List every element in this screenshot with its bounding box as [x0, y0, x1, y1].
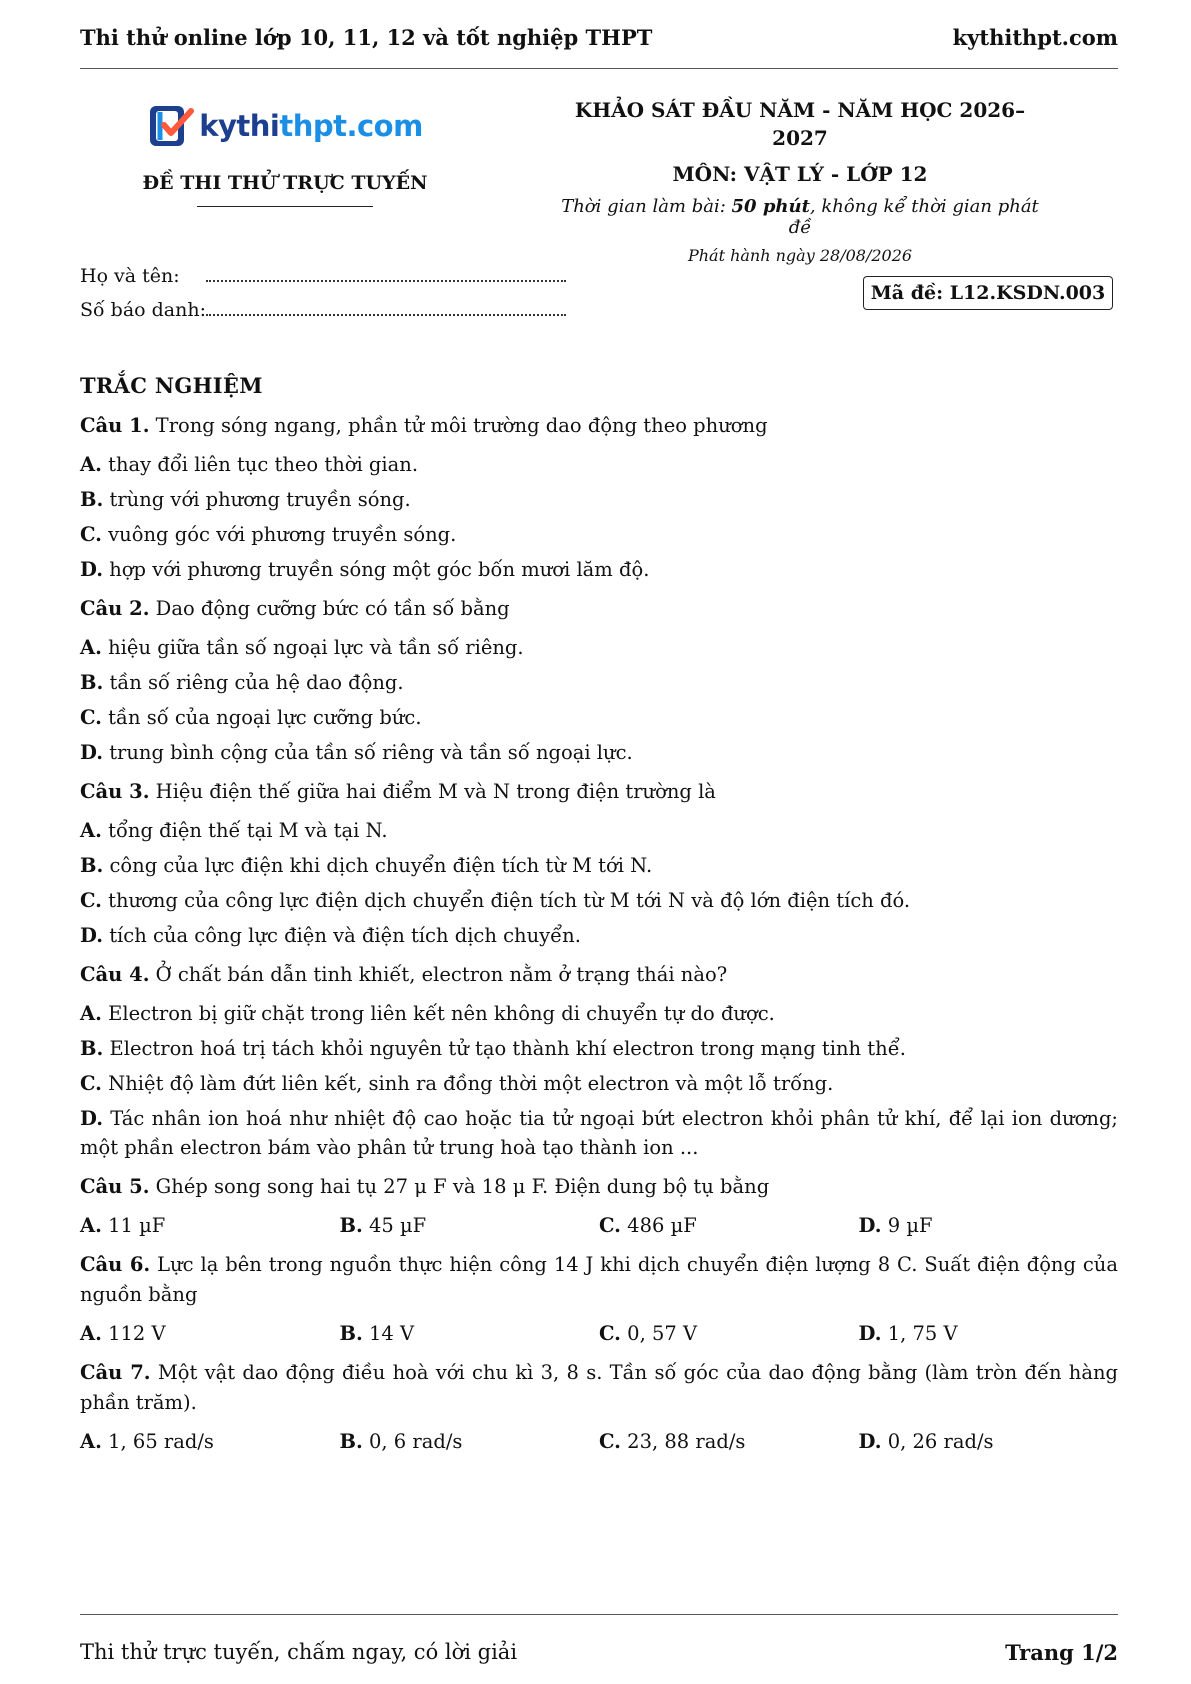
- question-stem: Câu 6. Lực lạ bên trong nguồn thực hiện công 14 J khi dịch chuyển điện lượng 8 C. Suất điện động của nguồn bằng: [80, 1253, 1118, 1306]
- question: [80, 1172, 1118, 1240]
- id-label: Số báo danh:: [80, 299, 207, 321]
- exam-code-badge: Mã đề: L12.KSDN.003: [863, 276, 1113, 310]
- answer-option[interactable]: A. 11 µF: [80, 1214, 166, 1237]
- exam-duration: Thời gian làm bài: 50 phút, không kể thời gian phát đề: [561, 196, 1039, 238]
- answer-option[interactable]: D. Tác nhân ion hoá như nhiệt độ cao hoặc tia tử ngoại bứt electron khỏi phân tử khí, để lại ion dương; một phần electron bám vào phân tử trung hoà tạo thành ion ...: [80, 1107, 1118, 1159]
- question-stem: Câu 4. Ở chất bán dẫn tinh khiết, electron nằm ở trạng thái nào?: [80, 963, 728, 986]
- answer-option[interactable]: C. Nhiệt độ làm đứt liên kết, sinh ra đồng thời một electron và một lỗ trống.: [80, 1072, 834, 1095]
- answer-option[interactable]: A. 112 V: [80, 1322, 166, 1345]
- answer-option[interactable]: C. thương của công lực điện dịch chuyển điện tích từ M tới N và độ lớn điện tích đó.: [80, 889, 911, 912]
- answer-option[interactable]: D. trung bình cộng của tần số riêng và tần số ngoại lực.: [80, 741, 633, 764]
- question: [80, 594, 1118, 767]
- header-divider: [80, 68, 1118, 69]
- answer-option[interactable]: D. 0, 26 rad/s: [858, 1430, 994, 1453]
- answer-option[interactable]: B. 14 V: [339, 1322, 415, 1345]
- question-stem: Câu 1. Trong sóng ngang, phần tử môi trường dao động theo phương: [80, 414, 768, 437]
- page-footer: [80, 1640, 1118, 1665]
- exam-type-label: ĐỀ THI THỬ TRỰC TUYẾN: [142, 172, 428, 194]
- answer-option[interactable]: D. 1, 75 V: [858, 1322, 958, 1345]
- footer-divider: [80, 1614, 1118, 1615]
- answer-option[interactable]: A. tổng điện thế tại M và tại N.: [80, 819, 388, 842]
- question-list: [80, 411, 1118, 1466]
- name-label: Họ và tên:: [80, 265, 180, 287]
- answer-option[interactable]: A. hiệu giữa tần số ngoại lực và tần số riêng.: [80, 636, 524, 659]
- exam-type-underline: [197, 206, 373, 207]
- footer-tagline: Thi thử trực tuyến, chấm ngay, có lời giải: [80, 1640, 518, 1664]
- header-left-text: Thi thử online lớp 10, 11, 12 và tốt nghiệp THPT: [80, 24, 653, 50]
- candidate-fields: [80, 264, 566, 332]
- answer-option[interactable]: A. thay đổi liên tục theo thời gian.: [80, 453, 419, 476]
- answer-option[interactable]: C. tần số của ngoại lực cưỡng bức.: [80, 706, 422, 729]
- answer-option[interactable]: B. 45 µF: [339, 1214, 427, 1237]
- answer-option[interactable]: B. tần số riêng của hệ dao động.: [80, 671, 404, 694]
- logo-block: [140, 96, 430, 207]
- id-blank[interactable]: [206, 298, 566, 316]
- answer-option[interactable]: D. 9 µF: [858, 1214, 933, 1237]
- question: [80, 411, 1118, 584]
- answer-option[interactable]: C. 23, 88 rad/s: [599, 1430, 746, 1453]
- answer-option[interactable]: C. 486 µF: [599, 1214, 697, 1237]
- exam-title: KHẢO SÁT ĐẦU NĂM - NĂM HỌC 2026–2027: [574, 98, 1026, 150]
- page-number: Trang 1/2: [1005, 1640, 1118, 1665]
- exam-info: [550, 96, 1050, 265]
- answer-option[interactable]: B. 0, 6 rad/s: [339, 1430, 463, 1453]
- answer-options: [80, 1211, 1118, 1240]
- answer-option[interactable]: B. trùng với phương truyền sóng.: [80, 488, 411, 511]
- answer-options: [80, 1427, 1118, 1456]
- answer-option[interactable]: A. 1, 65 rad/s: [80, 1430, 214, 1453]
- page-header: [80, 22, 1118, 52]
- question: [80, 777, 1118, 950]
- question-stem: Câu 3. Hiệu điện thế giữa hai điểm M và N trong điện trường là: [80, 780, 716, 803]
- answer-option[interactable]: B. Electron hoá trị tách khỏi nguyên tử tạo thành khí electron trong mạng tinh thể.: [80, 1037, 906, 1060]
- name-field[interactable]: [80, 264, 566, 298]
- exam-subject: MÔN: VẬT LÝ - LỚP 12: [672, 162, 928, 186]
- answer-option[interactable]: B. công của lực điện khi dịch chuyển điện tích từ M tới N.: [80, 854, 653, 877]
- question: [80, 1358, 1118, 1456]
- id-field[interactable]: [80, 298, 566, 332]
- answer-option[interactable]: C. vuông góc với phương truyền sóng.: [80, 523, 457, 546]
- question-stem: Câu 2. Dao động cưỡng bức có tần số bằng: [80, 597, 510, 620]
- site-logo: [140, 96, 430, 156]
- question: [80, 1250, 1118, 1348]
- logo-wordmark: kythithpt.com: [199, 109, 423, 143]
- question: [80, 960, 1118, 1162]
- answer-option[interactable]: D. tích của công lực điện và điện tích dịch chuyển.: [80, 924, 581, 947]
- question-stem: Câu 5. Ghép song song hai tụ 27 μ F và 18 μ F. Điện dung bộ tụ bằng: [80, 1175, 770, 1198]
- answer-option[interactable]: A. Electron bị giữ chặt trong liên kết nên không di chuyển tự do được.: [80, 1002, 775, 1025]
- section-title: TRẮC NGHIỆM: [80, 373, 263, 398]
- logo-check-icon: [147, 102, 195, 150]
- exam-release-date: Phát hành ngày 28/08/2026: [687, 246, 913, 265]
- header-site-link[interactable]: kythithpt.com: [952, 24, 1118, 50]
- name-blank[interactable]: [206, 264, 566, 282]
- question-stem: Câu 7. Một vật dao động điều hoà với chu kì 3, 8 s. Tần số góc của dao động bằng (làm tròn đến hàng phần trăm).: [80, 1361, 1118, 1414]
- answer-option[interactable]: D. hợp với phương truyền sóng một góc bốn mươi lăm độ.: [80, 558, 650, 581]
- answer-option[interactable]: C. 0, 57 V: [599, 1322, 698, 1345]
- answer-options: [80, 1319, 1118, 1348]
- exam-page: [80, 0, 1118, 1684]
